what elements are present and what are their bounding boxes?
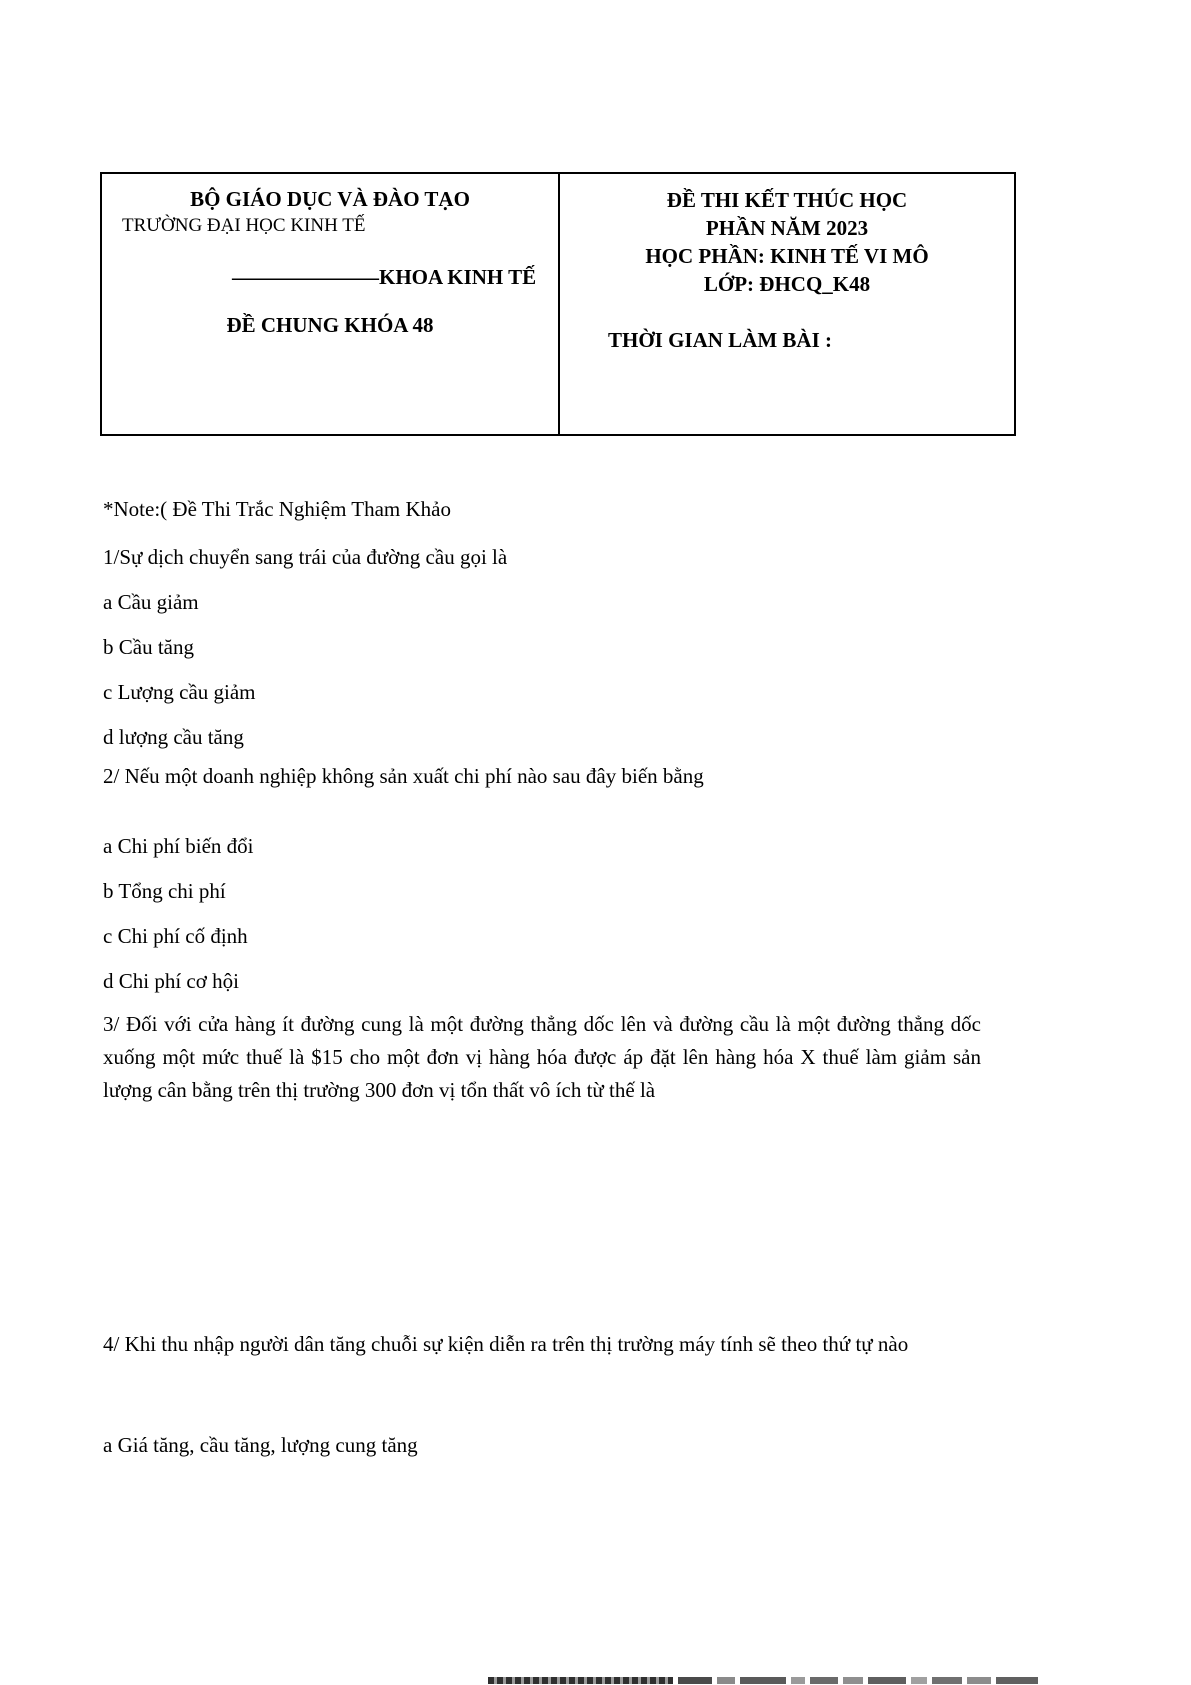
class-name: LỚP: ĐHCQ_K48 (703, 272, 871, 296)
question-2 (103, 763, 983, 994)
question-1-option-c: c Lượng cầu giảm (103, 680, 256, 704)
university-name: TRƯỜNG ĐẠI HỌC KINH TẾ (122, 215, 366, 236)
clipped-fragment (967, 1677, 991, 1684)
clipped-fragment (996, 1677, 1038, 1684)
clipped-fragment (740, 1677, 786, 1684)
question-1-text: 1/Sự dịch chuyển sang trái của đường cầu gọi là (103, 545, 508, 569)
clipped-fragment (791, 1677, 805, 1684)
faculty-name: ———————KHOA KINH TẾ (232, 265, 537, 289)
question-4-text: 4/ Khi thu nhập người dân tăng chuỗi sự kiện diễn ra trên thị trường máy tính sẽ theo thứ tự nào (103, 1332, 909, 1356)
clipped-fragment (932, 1677, 962, 1684)
note-line: *Note:( Đề Thi Trắc Nghiệm Tham Khảo (103, 497, 452, 521)
exam-title-line1: ĐỀ THI KẾT THÚC HỌC (666, 188, 908, 212)
question-3 (103, 1008, 981, 1107)
clipped-fragment (678, 1677, 712, 1684)
clipped-fragment (868, 1677, 906, 1684)
question-3-text: 3/ Đối với cửa hàng ít đường cung là một đường thẳng dốc lên và đường cầu là một đường thẳng dốc xuống một mức thuế là $15 cho một đơn vị hàng hóa được áp đặt lên hàng hóa X thuế làm giảm sản lượng cân bằng trên thị trường 300 đơn vị tổn thất vô ích từ thế là (103, 1012, 981, 1102)
question-1-option-b: b Cầu tăng (103, 635, 194, 659)
header-left-cell (102, 174, 560, 434)
clipped-fragment (843, 1677, 863, 1684)
question-4-option-a: a Giá tăng, cầu tăng, lượng cung tăng (103, 1433, 418, 1457)
question-2-option-d: d Chi phí cơ hội (103, 969, 239, 993)
question-1 (103, 544, 983, 750)
ministry-name: BỘ GIÁO DỤC VÀ ĐÀO TẠO (190, 187, 470, 211)
exam-group-title: ĐỀ CHUNG KHÓA 48 (226, 313, 434, 337)
question-2-option-a: a Chi phí biến đổi (103, 834, 254, 858)
clipped-fragment (488, 1677, 673, 1684)
clipped-content-strip (488, 1677, 1038, 1685)
clipped-fragment (717, 1677, 735, 1684)
question-2-option-c: c Chi phí cố định (103, 924, 248, 948)
clipped-fragment (911, 1677, 927, 1684)
duration-label: THỜI GIAN LÀM BÀI : (608, 328, 833, 352)
exam-header-table (100, 172, 1016, 436)
question-4 (103, 1328, 965, 1361)
exam-title-line2: PHẦN NĂM 2023 (705, 216, 869, 240)
question-2-option-b: b Tổng chi phí (103, 879, 226, 903)
question-1-option-d: d lượng cầu tăng (103, 725, 244, 749)
subject-name: HỌC PHẦN: KINH TẾ VI MÔ (645, 244, 929, 268)
question-1-option-a: a Cầu giảm (103, 590, 199, 614)
header-right-cell (560, 174, 1014, 434)
question-2-text: 2/ Nếu một doanh nghiệp không sản xuất chi phí nào sau đây biến bằng (103, 764, 704, 788)
clipped-fragment (810, 1677, 838, 1684)
